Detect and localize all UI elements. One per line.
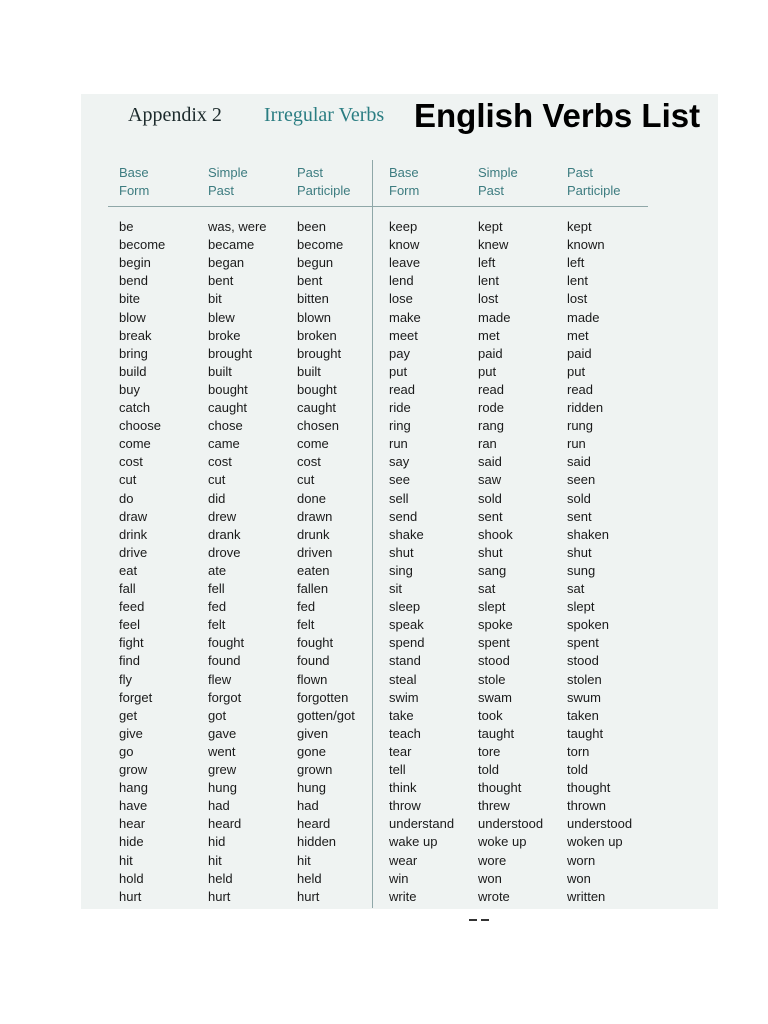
verb-cell-past-participle: shut [567,544,592,560]
verb-cell-simple-past: did [208,490,226,506]
verb-cell-simple-past: forgot [208,689,242,705]
verb-cell-simple-past: understood [478,816,544,832]
verb-cell-simple-past: shut [478,544,503,560]
verb-cell-past-participle: shaken [567,526,609,542]
verb-cell-past-participle: been [297,219,326,234]
verb-cell-past-participle: spent [567,635,599,651]
verb-cell-past-participle: kept [567,219,592,234]
verb-cell-base-form: catch [119,400,151,415]
verb-cell-past-participle: built [297,363,321,379]
verb-cell-base-form: give [119,725,143,741]
verb-cell-past-participle: caught [297,400,337,415]
verb-cell-simple-past: paid [478,345,503,361]
verb-cell-base-form: keep [389,219,418,234]
verb-cell-base-form: sleep [389,599,421,615]
verb-cell-past-participle: drunk [297,526,330,542]
verb-cell-past-participle: broken [297,327,337,343]
verb-cell-base-form: bite [119,291,140,307]
verb-cell-base-form: blow [119,309,146,325]
verb-cell-base-form: ride [389,400,411,415]
verb-cell-base-form: choose [119,418,161,434]
verb-cell-base-form: think [389,780,417,796]
verb-cell-simple-past: saw [478,472,502,488]
verb-cell-base-form: become [119,237,166,253]
verb-cell-past-participle: worn [567,852,596,868]
verb-cell-past-participle: thought [567,780,611,796]
verb-cell-simple-past: bent [208,273,234,289]
verb-cell-base-form: see [389,472,410,488]
verb-cell-base-form: break [119,327,152,343]
verb-cell-base-form: hide [119,834,144,850]
column-header-base-form: Base Form [389,165,420,198]
verb-cell-past-participle: sold [567,490,591,506]
verb-cell-past-participle: eaten [297,562,330,578]
verb-cell-past-participle: made [567,309,600,325]
verb-cell-base-form: throw [389,798,421,814]
verb-table-sheet [81,94,718,909]
verb-cell-past-participle: bent [297,273,323,289]
verb-cell-simple-past: sent [478,508,503,524]
verb-cell-base-form: ring [389,418,411,434]
verb-cell-past-participle: fed [297,599,316,615]
verb-cell-past-participle: fought [297,635,334,651]
verb-cell-simple-past: bit [208,291,222,307]
verb-cell-past-participle: gotten/got [297,707,355,723]
verb-cell-past-participle: driven [297,544,333,560]
verb-cell-base-form: fly [119,671,132,687]
verb-cell-past-participle: torn [567,743,590,759]
verb-cell-past-participle: hidden [297,834,337,850]
verb-cell-past-participle: cost [297,454,321,470]
verb-cell-base-form: leave [389,255,421,271]
verb-cell-past-participle: heard [297,816,331,832]
verb-cell-base-form: bring [119,345,148,361]
verb-cell-simple-past: woke up [478,834,527,850]
verb-cell-simple-past: taught [478,725,515,741]
verb-cell-past-participle: flown [297,671,328,687]
verb-cell-base-form: pay [389,345,410,361]
verb-cell-simple-past: told [478,762,499,777]
verb-cell-past-participle: paid [567,345,592,361]
verb-cell-base-form: shut [389,544,414,560]
verb-cell-past-participle: rung [567,418,594,434]
verb-cell-past-participle: brought [297,345,342,361]
verb-cell-past-participle: slept [567,599,595,615]
verb-cell-base-form: lend [389,273,414,289]
verb-cell-past-participle: drawn [297,508,333,524]
verb-cell-base-form: write [389,888,417,904]
verb-cell-simple-past: cost [208,454,232,470]
page-mark [469,906,493,909]
verb-cell-base-form: swim [389,689,419,705]
verb-cell-base-form: grow [119,762,148,777]
verb-cell-past-participle: blown [297,309,331,325]
verb-cell-simple-past: tore [478,743,501,759]
verb-cell-past-participle: seen [567,472,596,488]
verb-cell-past-participle: come [297,436,329,452]
verb-cell-past-participle: lost [567,291,588,307]
verb-cell-simple-past: stood [478,653,510,669]
verb-cell-simple-past: sang [478,562,507,578]
verb-cell-past-participle: held [297,870,322,886]
verb-cell-simple-past: met [478,327,500,343]
verb-cell-simple-past: bought [208,381,248,397]
verb-cell-base-form: sell [389,490,409,506]
verb-cell-simple-past: fought [208,635,245,651]
verb-cell-base-form: understand [389,816,455,832]
verb-cell-past-participle: won [567,870,591,886]
verb-cell-base-form: get [119,707,138,723]
verb-cell-base-form: tell [389,762,406,777]
verb-cell-base-form: sing [389,562,413,578]
verb-cell-base-form: drink [119,526,148,542]
verb-cell-base-form: hit [119,852,133,868]
verb-cell-simple-past: hung [208,780,237,796]
verb-cell-simple-past: found [208,653,241,669]
verb-cell-base-form: tear [389,743,412,759]
verb-cell-past-participle: chosen [297,418,339,434]
header-rule [108,206,648,207]
verb-cell-past-participle: spoken [567,617,609,633]
verb-cell-past-participle: written [567,888,606,904]
verb-cell-base-form: buy [119,381,140,397]
verb-cell-simple-past: was, were [208,219,267,234]
verb-cell-base-form: be [119,219,134,234]
verb-cell-base-form: forget [119,689,153,705]
verb-cell-simple-past: spent [478,635,510,651]
verb-cell-simple-past: gave [208,725,237,741]
verb-cell-past-participle: begun [297,255,334,271]
verb-cell-past-participle: become [297,237,344,253]
verb-cell-simple-past: sat [478,581,496,596]
column-header-past-participle: Past Participle [297,165,351,198]
verb-cell-base-form: read [389,381,416,397]
verb-cell-base-form: speak [389,617,424,633]
verb-cell-past-participle: stood [567,653,599,669]
verb-cell-base-form: do [119,490,134,506]
verb-cell-past-participle: swum [567,689,601,705]
verb-cell-simple-past: knew [478,237,509,253]
verb-cell-simple-past: got [208,707,227,723]
verb-cell-base-form: send [389,508,418,524]
verb-cell-base-form: have [119,798,148,814]
verb-cell-base-form: win [389,870,409,886]
verb-cell-base-form: go [119,743,134,759]
verb-cell-simple-past: made [478,309,511,325]
verb-cell-past-participle: told [567,762,588,777]
verb-cell-past-participle: hung [297,780,326,796]
verb-cell-simple-past: drank [208,526,241,542]
verb-cell-base-form: bend [119,273,148,289]
verb-cell-simple-past: fell [208,581,225,596]
verb-cell-base-form: hear [119,816,146,832]
verb-cell-simple-past: threw [478,798,510,814]
verb-cell-simple-past: began [208,255,245,271]
verb-cell-past-participle: ridden [567,400,604,415]
verb-cell-simple-past: drove [208,544,241,560]
verb-cell-simple-past: came [208,436,240,452]
verb-cell-base-form: feel [119,617,140,633]
verb-cell-past-participle: sung [567,562,596,578]
verb-cell-base-form: say [389,454,410,470]
verb-cell-past-participle: said [567,454,591,470]
verb-cell-base-form: fight [119,635,144,651]
verb-cell-past-participle: fallen [297,581,329,596]
verb-cell-past-participle: sat [567,581,585,596]
verb-cell-base-form: eat [119,562,138,578]
column-header-past-participle: Past Participle [567,165,621,198]
verb-cell-base-form: stand [389,653,421,669]
verb-cell-past-participle: bitten [297,291,329,307]
verb-cell-past-participle: understood [567,816,633,832]
verb-cell-simple-past: brought [208,345,253,361]
verb-cell-past-participle: thrown [567,798,607,814]
verb-cell-base-form: hang [119,780,148,796]
verb-cell-simple-past: blew [208,309,235,325]
verb-cell-base-form: cost [119,454,143,470]
verb-cell-past-participle: put [567,363,586,379]
verb-cell-past-participle: found [297,653,330,669]
verb-cell-past-participle: known [567,237,605,253]
appendix-label: Appendix 2 [128,104,222,126]
verb-cell-simple-past: chose [208,418,243,434]
verb-cell-past-participle: run [567,436,586,452]
verb-cell-base-form: hold [119,870,144,886]
column-divider [372,160,373,908]
verb-cell-simple-past: wore [478,852,507,868]
verb-cell-simple-past: stole [478,671,506,687]
verb-cell-base-form: teach [389,725,421,741]
verb-cell-simple-past: held [208,870,233,886]
verb-cell-simple-past: lent [478,273,499,289]
verb-cell-past-participle: sent [567,508,592,524]
page-title: English Verbs List [414,97,701,134]
verb-cell-base-form: lose [389,291,413,307]
verb-cell-simple-past: heard [208,816,242,832]
verb-cell-simple-past: took [478,707,503,723]
verb-cell-past-participle: left [567,255,585,271]
verb-cell-base-form: steal [389,671,417,687]
verb-cell-simple-past: caught [208,400,248,415]
verb-cell-simple-past: won [478,870,502,886]
verb-cell-past-participle: done [297,490,326,506]
verb-cell-base-form: drive [119,544,148,560]
verb-cell-past-participle: woken up [567,834,623,850]
verb-cell-simple-past: became [208,237,255,253]
verb-cell-simple-past: shook [478,526,513,542]
verb-cell-simple-past: swam [478,689,512,705]
verb-cell-past-participle: hurt [297,888,320,904]
verb-cell-past-participle: stolen [567,671,602,687]
verb-cell-simple-past: sold [478,490,502,506]
verb-cell-simple-past: read [478,381,505,397]
verb-cell-base-form: feed [119,599,145,615]
verb-cell-base-form: take [389,707,414,723]
verb-cell-base-form: draw [119,508,148,524]
verb-cell-base-form: hurt [119,888,142,904]
verb-cell-simple-past: hit [208,852,222,868]
verb-cell-simple-past: felt [208,617,226,633]
verb-cell-simple-past: went [208,743,236,759]
verb-cell-base-form: build [119,363,147,379]
verb-cell-simple-past: lost [478,291,499,307]
verb-cell-simple-past: kept [478,219,503,234]
verb-cell-simple-past: flew [208,671,232,687]
verb-cell-base-form: spend [389,635,425,651]
verb-cell-base-form: run [389,436,408,452]
verb-cell-simple-past: drew [208,508,237,524]
verb-cell-past-participle: bought [297,381,337,397]
column-header-simple-past: Simple Past [478,165,518,198]
verb-cell-simple-past: fed [208,599,227,615]
verb-cell-base-form: begin [119,255,151,271]
verb-cell-base-form: put [389,363,408,379]
verb-cell-base-form: sit [389,581,402,596]
verb-cell-past-participle: given [297,725,329,741]
verb-cell-base-form: shake [389,526,424,542]
verb-cell-base-form: wake up [389,834,438,850]
verb-cell-simple-past: built [208,363,232,379]
verb-cell-past-participle: forgotten [297,689,349,705]
verb-cell-base-form: find [119,653,140,669]
verb-cell-simple-past: had [208,798,230,814]
verb-cell-simple-past: hurt [208,888,231,904]
verb-cell-past-participle: gone [297,743,326,759]
verb-cell-past-participle: felt [297,617,315,633]
verb-cell-simple-past: hid [208,834,226,850]
verb-cell-base-form: come [119,436,151,452]
verb-cell-base-form: make [389,309,421,325]
verb-cell-simple-past: rang [478,418,505,434]
verb-cell-simple-past: spoke [478,617,513,633]
verb-cell-simple-past: wrote [478,888,510,904]
verb-cell-past-participle: taught [567,725,604,741]
verb-cell-past-participle: lent [567,273,588,289]
verb-cell-simple-past: ate [208,562,227,578]
verb-cell-past-participle: grown [297,762,333,777]
verb-cell-simple-past: ran [478,436,497,452]
verb-cell-base-form: fall [119,581,136,596]
appendix-title: Irregular Verbs [264,104,385,126]
verb-cell-simple-past: thought [478,780,522,796]
verb-cell-base-form: meet [389,327,418,343]
verb-cell-past-participle: cut [297,472,315,488]
verb-cell-simple-past: slept [478,599,506,615]
verb-cell-past-participle: had [297,798,319,814]
verb-cell-simple-past: left [478,255,496,271]
verb-cell-simple-past: said [478,454,502,470]
column-header-simple-past: Simple Past [208,165,248,198]
verb-cell-past-participle: read [567,381,594,397]
verb-cell-simple-past: rode [478,400,505,415]
verb-cell-base-form: wear [389,852,418,868]
verb-cell-base-form: know [389,237,420,253]
verb-cell-past-participle: hit [297,852,311,868]
verb-cell-past-participle: met [567,327,589,343]
verb-cell-past-participle: taken [567,707,599,723]
verb-cell-simple-past: grew [208,762,237,777]
verb-cell-simple-past: broke [208,327,241,343]
verb-cell-simple-past: cut [208,472,226,488]
column-header-base-form: Base Form [119,165,150,198]
verb-cell-simple-past: put [478,363,497,379]
verb-cell-base-form: cut [119,472,137,488]
